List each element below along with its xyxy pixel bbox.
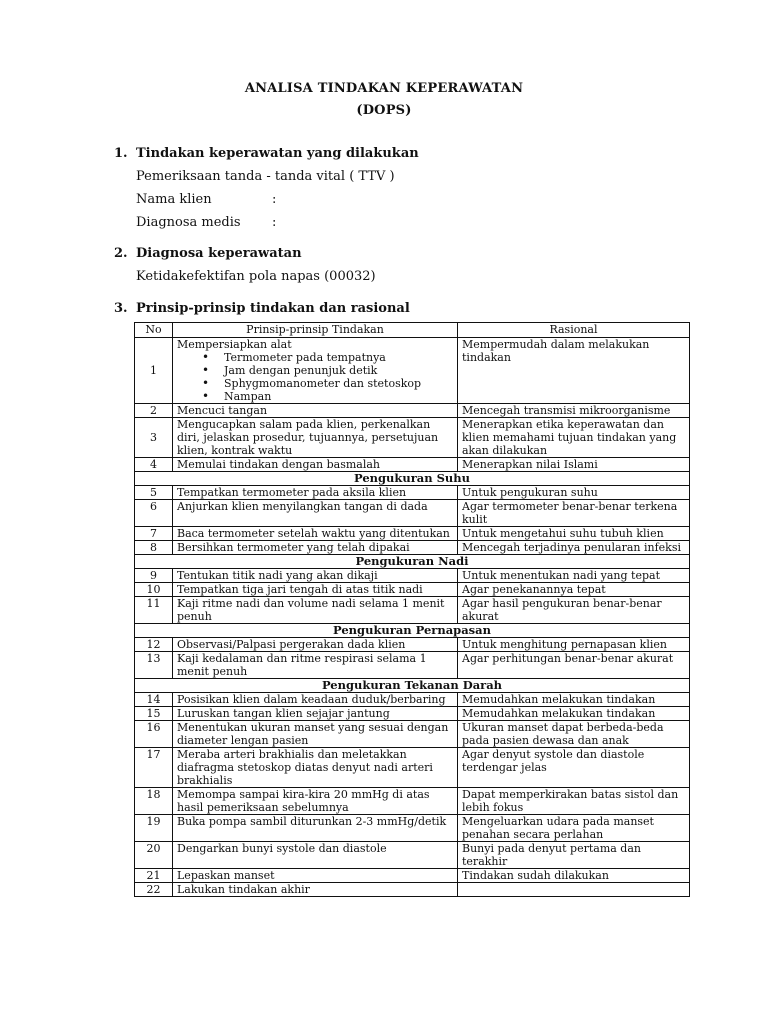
row-rasional: Untuk pengukuran suhu (458, 486, 690, 500)
section-header-row (135, 624, 690, 638)
section-1-heading (114, 146, 419, 161)
table-row (135, 842, 690, 869)
header-rasional: Rasional (458, 323, 690, 338)
table-row (135, 638, 690, 652)
header-prinsip: Prinsip-prinsip Tindakan (173, 323, 458, 338)
table-row (135, 652, 690, 679)
row-action: Mengucapkan salam pada klien, perkenalkan diri, jelaskan prosedur, tujuannya, persetujuan klien, kontrak waktu (173, 418, 458, 458)
row-number: 16 (135, 721, 173, 748)
row-number: 22 (135, 883, 173, 897)
row-rasional: Untuk mengetahui suhu tubuh klien (458, 527, 690, 541)
row-action: Baca termometer setelah waktu yang ditentukan (173, 527, 458, 541)
row-action: Posisikan klien dalam keadaan duduk/berbaring (173, 693, 458, 707)
row-rasional: Menerapkan nilai Islami (458, 458, 690, 472)
row-number: 15 (135, 707, 173, 721)
row-number: 9 (135, 569, 173, 583)
table-row (135, 748, 690, 788)
row-rasional: Memudahkan melakukan tindakan (458, 693, 690, 707)
section-header: Pengukuran Pernapasan (135, 624, 690, 638)
equipment-list (177, 351, 453, 403)
row-number: 12 (135, 638, 173, 652)
row-action: Tempatkan termometer pada aksila klien (173, 486, 458, 500)
row-action: Memompa sampai kira-kira 20 mmHg di atas hasil pemeriksaan sebelumnya (173, 788, 458, 815)
row-rasional: Memudahkan melakukan tindakan (458, 707, 690, 721)
table-row (135, 597, 690, 624)
row-number: 11 (135, 597, 173, 624)
row-rasional: Mencegah terjadinya penularan infeksi (458, 541, 690, 555)
row-rasional: Tindakan sudah dilakukan (458, 869, 690, 883)
row-number: 18 (135, 788, 173, 815)
section-2-heading (114, 246, 302, 261)
field-colon: : (272, 192, 277, 207)
row-rasional: Untuk menghitung pernapasan klien (458, 638, 690, 652)
row-action: Dengarkan bunyi systole dan diastole (173, 842, 458, 869)
table-row (135, 569, 690, 583)
section-title: Tindakan keperawatan yang dilakukan (136, 146, 419, 161)
row-action: Luruskan tangan klien sejajar jantung (173, 707, 458, 721)
document-title: ANALISA TINDAKAN KEPERAWATAN (244, 81, 524, 96)
row-action: Observasi/Palpasi pergerakan dada klien (173, 638, 458, 652)
section-header-row (135, 555, 690, 569)
field-label-diagnosa-medis: Diagnosa medis (136, 215, 241, 230)
row-rasional: Agar perhitungan benar-benar akurat (458, 652, 690, 679)
row-number: 7 (135, 527, 173, 541)
row-action: Lepaskan manset (173, 869, 458, 883)
row-action: Kaji kedalaman dan ritme respirasi selama 1 menit penuh (173, 652, 458, 679)
row-number: 21 (135, 869, 173, 883)
row-number: 6 (135, 500, 173, 527)
row-number: 13 (135, 652, 173, 679)
row-number: 20 (135, 842, 173, 869)
row-action: Buka pompa sambil diturunkan 2-3 mmHg/detik (173, 815, 458, 842)
table-row (135, 486, 690, 500)
table-row (135, 788, 690, 815)
table-row (135, 815, 690, 842)
table-header-row (135, 323, 690, 338)
row-rasional: Mencegah transmisi mikroorganisme (458, 404, 690, 418)
row-rasional: Dapat memperkirakan batas sistol dan lebih fokus (458, 788, 690, 815)
section-title: Diagnosa keperawatan (136, 246, 302, 261)
row-number: 10 (135, 583, 173, 597)
table-row (135, 527, 690, 541)
section-header-row (135, 472, 690, 486)
row-action: Bersihkan termometer yang telah dipakai (173, 541, 458, 555)
action-text: Pemeriksaan tanda - tanda vital ( TTV ) (136, 169, 395, 184)
row-action: Tempatkan tiga jari tengah di atas titik nadi (173, 583, 458, 597)
field-colon: : (272, 215, 277, 230)
row-rasional: Agar termometer benar-benar terkena kulit (458, 500, 690, 527)
field-label-nama-klien: Nama klien (136, 192, 212, 207)
diagnosis-text: Ketidakefektifan pola napas (00032) (136, 269, 376, 284)
row-number: 4 (135, 458, 173, 472)
section-number: 1. (114, 146, 128, 161)
row-rasional: Bunyi pada denyut pertama dan terakhir (458, 842, 690, 869)
section-header: Pengukuran Suhu (135, 472, 690, 486)
row-action-intro: Mempersiapkan alat (177, 338, 292, 351)
list-item: • Sphygmomanometer dan stetoskop (224, 377, 453, 390)
row-number: 3 (135, 418, 173, 458)
row-rasional: Ukuran manset dapat berbeda-beda pada pasien dewasa dan anak (458, 721, 690, 748)
section-number: 3. (114, 301, 128, 316)
row-rasional: Untuk menentukan nadi yang tepat (458, 569, 690, 583)
row-rasional: Agar hasil pengukuran benar-benar akurat (458, 597, 690, 624)
row-rasional: Agar penekanannya tepat (458, 583, 690, 597)
table-row (135, 693, 690, 707)
row-number: 5 (135, 486, 173, 500)
principles-table (134, 322, 690, 897)
section-header: Pengukuran Nadi (135, 555, 690, 569)
row-action (173, 338, 458, 404)
row-number: 8 (135, 541, 173, 555)
row-number: 14 (135, 693, 173, 707)
section-title: Prinsip-prinsip tindakan dan rasional (136, 301, 410, 316)
table-row (135, 418, 690, 458)
table-row (135, 458, 690, 472)
section-header: Pengukuran Tekanan Darah (135, 679, 690, 693)
table-row (135, 869, 690, 883)
row-number: 1 (135, 338, 173, 404)
row-rasional: Mengeluarkan udara pada manset penahan secara perlahan (458, 815, 690, 842)
table-row (135, 583, 690, 597)
row-action: Meraba arteri brakhialis dan meletakkan diafragma stetoskop diatas denyut nadi arteri brakhialis (173, 748, 458, 788)
table-row (135, 338, 690, 404)
list-item: • Termometer pada tempatnya (224, 351, 453, 364)
row-action: Anjurkan klien menyilangkan tangan di dada (173, 500, 458, 527)
row-rasional: Menerapkan etika keperawatan dan klien memahami tujuan tindakan yang akan dilakukan (458, 418, 690, 458)
row-number: 19 (135, 815, 173, 842)
list-item: • Jam dengan penunjuk detik (224, 364, 453, 377)
row-action: Kaji ritme nadi dan volume nadi selama 1 menit penuh (173, 597, 458, 624)
row-action: Mencuci tangan (173, 404, 458, 418)
table-row (135, 883, 690, 897)
table-row (135, 541, 690, 555)
row-rasional: Agar denyut systole dan diastole terdengar jelas (458, 748, 690, 788)
row-rasional: Mempermudah dalam melakukan tindakan (458, 338, 690, 404)
row-action: Lakukan tindakan akhir (173, 883, 458, 897)
table-row (135, 404, 690, 418)
row-action: Tentukan titik nadi yang akan dikaji (173, 569, 458, 583)
section-3-heading (114, 301, 410, 316)
row-number: 2 (135, 404, 173, 418)
row-action: Memulai tindakan dengan basmalah (173, 458, 458, 472)
table-row (135, 500, 690, 527)
list-item: • Nampan (224, 390, 453, 403)
header-no: No (135, 323, 173, 338)
table-row (135, 707, 690, 721)
document-subtitle: (DOPS) (356, 103, 412, 118)
row-rasional (458, 883, 690, 897)
section-header-row (135, 679, 690, 693)
row-action: Menentukan ukuran manset yang sesuai dengan diameter lengan pasien (173, 721, 458, 748)
section-number: 2. (114, 246, 128, 261)
table-row (135, 721, 690, 748)
row-number: 17 (135, 748, 173, 788)
